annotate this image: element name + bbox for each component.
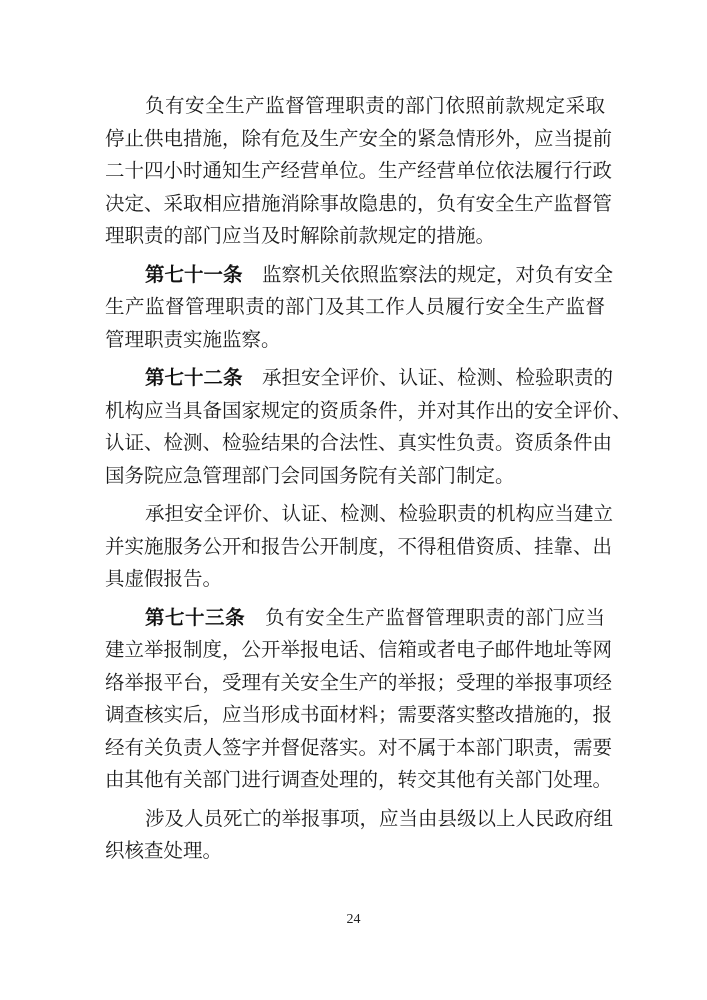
text-line: 并实施服务公开和报告公开制度，不得租借资质、挂靠、出: [105, 534, 613, 558]
paragraph: [105, 498, 614, 596]
text-line: 调查核实后，应当形成书面材料；需要落实整改措施的，报: [105, 703, 613, 726]
text-line: 机构应当具备国家规定的资质条件，并对其作出的安全评价、: [105, 398, 632, 422]
text-line: 建立举报制度，公开举报电话、信箱或者电子邮件地址等网: [105, 638, 613, 661]
article-text: 负有安全生产监督管理职责的部门应当: [265, 605, 605, 629]
paragraph: [105, 803, 614, 868]
text-line: 承担安全评价、认证、检测、检验职责的机构应当建立: [145, 502, 614, 525]
article-heading: 第七十二条: [145, 366, 243, 389]
document-body: [105, 90, 632, 868]
article-72-paragraph: [105, 362, 632, 492]
article-71-paragraph: [105, 259, 614, 357]
text-line: 理职责的部门应当及时解除前款规定的措施。: [105, 224, 496, 247]
text-line: 织核查处理。: [105, 839, 223, 862]
text-line: 涉及人员死亡的举报事项，应当由县级以上人民政府组: [145, 806, 614, 830]
text-line: 二十四小时通知生产经营单位。生产经营单位依法履行行政: [105, 159, 613, 182]
text-line: 具虚假报告。: [105, 567, 223, 590]
text-line: 由其他有关部门进行调查处理的，转交其他有关部门处理。: [105, 768, 613, 791]
article-heading: 第七十三条: [145, 605, 246, 629]
text-line: 决定、采取相应措施消除事故隐患的，负有安全生产监督管: [105, 191, 613, 215]
text-line: 经有关负责人签字并督促落实。对不属于本部门职责，需要: [105, 735, 613, 759]
text-line: 管理职责实施监察。: [105, 327, 281, 351]
text-line: 停止供电措施，除有危及生产安全的紧急情形外，应当提前: [105, 126, 613, 150]
text-line: 负有安全生产监督管理职责的部门依照前款规定采取: [145, 94, 605, 117]
paragraph: [105, 90, 613, 253]
article-heading: 第七十一条: [145, 262, 243, 286]
text-line: 国务院应急管理部门会同国务院有关部门制定。: [105, 463, 515, 487]
page-number: 24: [346, 912, 361, 927]
text-line: [105, 259, 614, 292]
article-73-paragraph: [105, 602, 613, 797]
article-text: 监察机关依照监察法的规定，对负有安全: [262, 262, 614, 286]
text-line: [105, 362, 614, 395]
text-line: 络举报平台，受理有关安全生产的举报；受理的举报事项经: [105, 670, 613, 694]
text-line: [105, 602, 605, 635]
text-line: 认证、检测、检验结果的合法性、真实性负责。资质条件由: [105, 431, 613, 454]
text-line: 生产监督管理职责的部门及其工作人员履行安全生产监督: [105, 295, 605, 318]
article-text: 承担安全评价、认证、检测、检验职责的: [262, 366, 614, 389]
